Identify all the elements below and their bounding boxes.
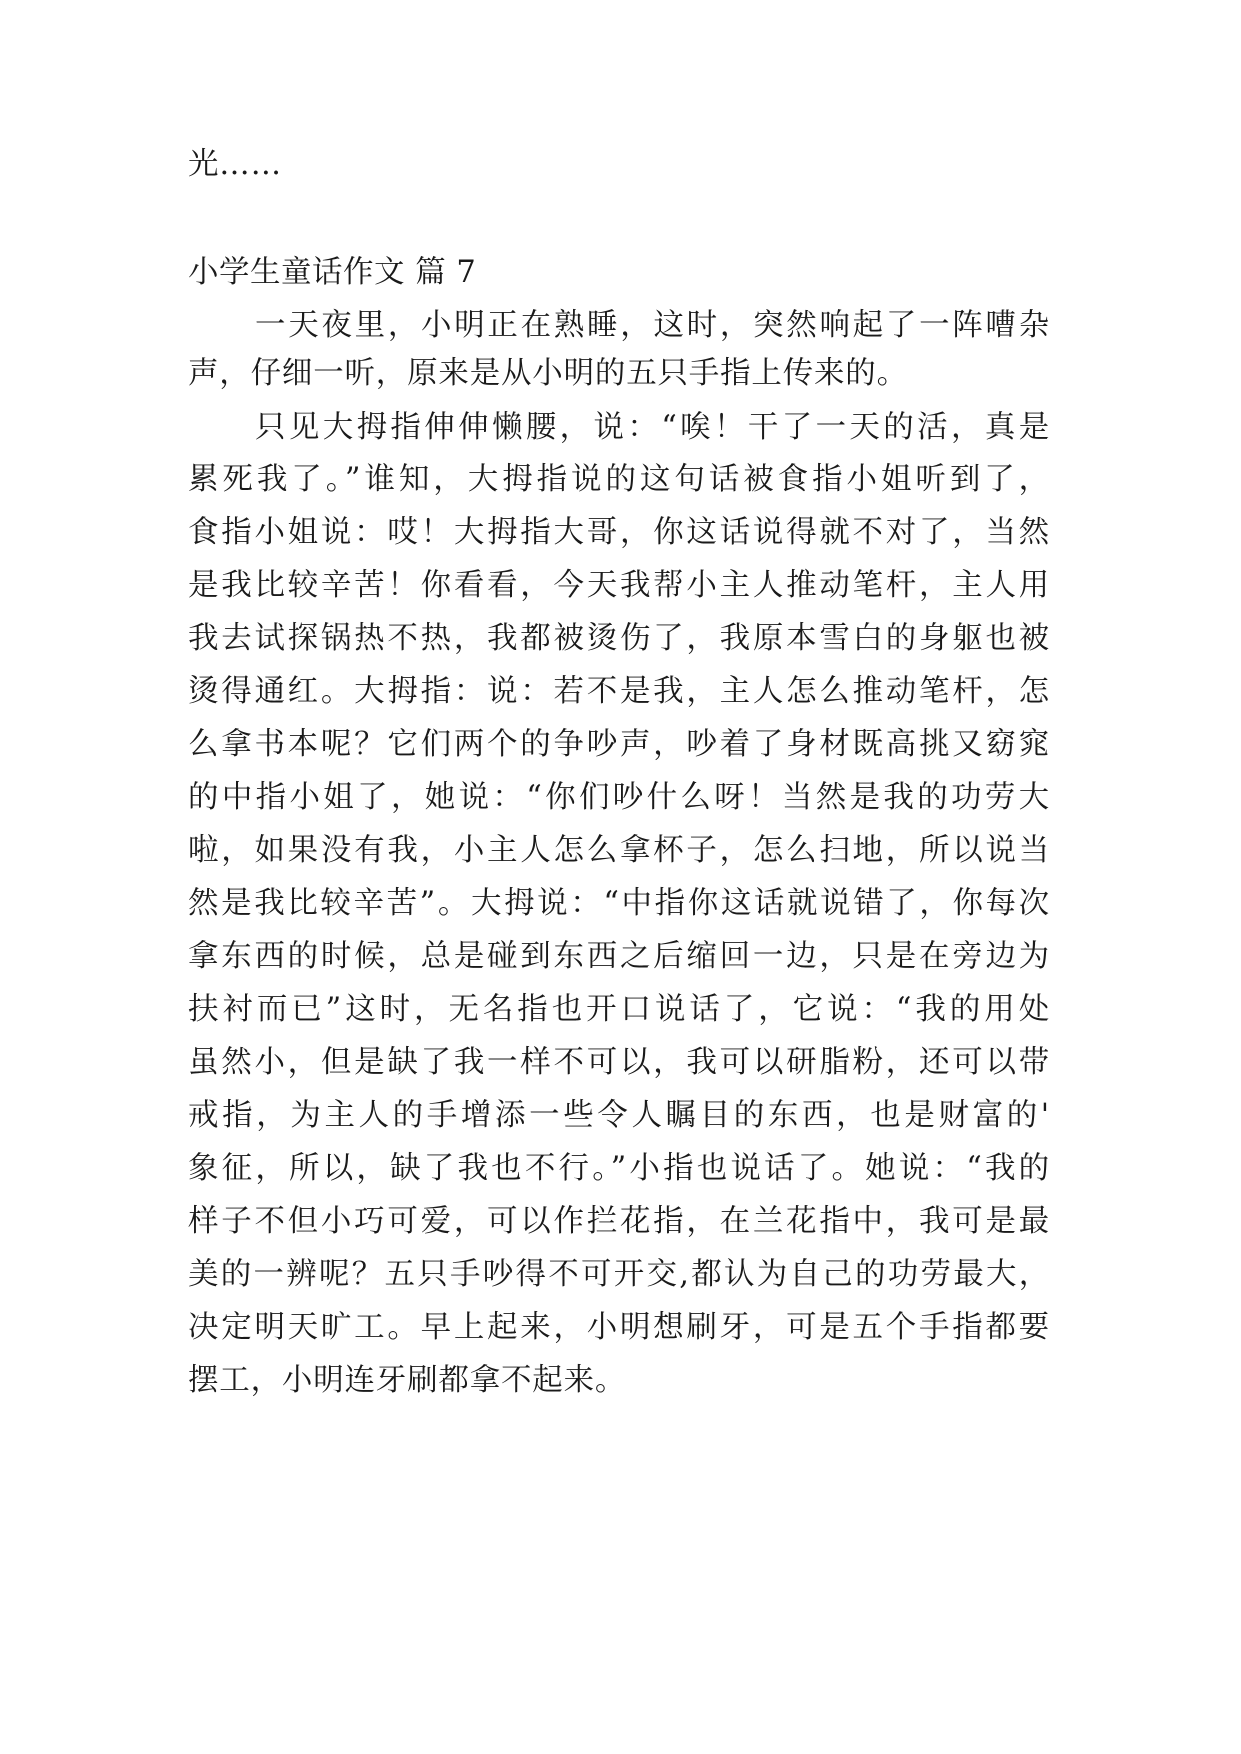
continuation-text: 光…… — [188, 147, 282, 182]
paragraph-line: 烫得通红。大拇指：说：若不是我，主人怎么推动笔杆，怎 — [188, 674, 1050, 709]
paragraph-line: 扶衬而已”这时，无名指也开口说话了，它说：“我的用处 — [188, 992, 1050, 1027]
paragraph-line: 声，仔细一听，原来是从小明的五只手指上传来的。 — [188, 356, 908, 391]
paragraph-line: 拿东西的时候，总是碰到东西之后缩回一边，只是在旁边为 — [188, 939, 1050, 974]
paragraph-line: 我去试探锅热不热，我都被烫伤了，我原本雪白的身躯也被 — [188, 621, 1050, 656]
paragraph-line: 戒指，为主人的手增添一些令人瞩目的东西，也是财富的' — [188, 1098, 1050, 1133]
paragraph-line: 食指小姐说：哎！大拇指大哥，你这话说得就不对了，当然 — [188, 515, 1050, 550]
paragraph-line: 摆工，小明连牙刷都拿不起来。 — [188, 1363, 627, 1398]
paragraph-line: 是我比较辛苦！你看看，今天我帮小主人推动笔杆，主人用 — [188, 568, 1050, 603]
paragraph-line: 啦，如果没有我，小主人怎么拿杯子，怎么扫地，所以说当 — [188, 833, 1050, 868]
paragraph-line: 一天夜里，小明正在熟睡，这时，突然响起了一阵嘈杂 — [255, 308, 1050, 343]
paragraph-line: 虽然小，但是缺了我一样不可以，我可以研脂粉，还可以带 — [188, 1045, 1050, 1080]
section-title: 小学生童话作文 篇 7 — [188, 255, 477, 290]
paragraph-line: 然是我比较辛苦”。大拇说：“中指你这话就说错了，你每次 — [188, 886, 1050, 921]
paragraph-line: 象征，所以，缺了我也不行。”小指也说话了。她说：“我的 — [188, 1151, 1050, 1186]
paragraph-line: 么拿书本呢？它们两个的争吵声，吵着了身材既高挑又窈窕 — [188, 727, 1050, 762]
paragraph-line: 只见大拇指伸伸懒腰，说：“唉！干了一天的活，真是 — [255, 410, 1050, 445]
paragraph-line: 样子不但小巧可爱，可以作拦花指，在兰花指中，我可是最 — [188, 1204, 1050, 1239]
paragraph-line: 美的一辨呢？五只手吵得不可开交,都认为自己的功劳最大， — [188, 1257, 1050, 1292]
paragraph-line: 累死我了。”谁知，大拇指说的这句话被食指小姐听到了， — [188, 462, 1050, 497]
paragraph-line: 决定明天旷工。早上起来，小明想刷牙，可是五个手指都要 — [188, 1310, 1050, 1345]
paragraph-line: 的中指小姐了，她说：“你们吵什么呀！当然是我的功劳大 — [188, 780, 1050, 815]
